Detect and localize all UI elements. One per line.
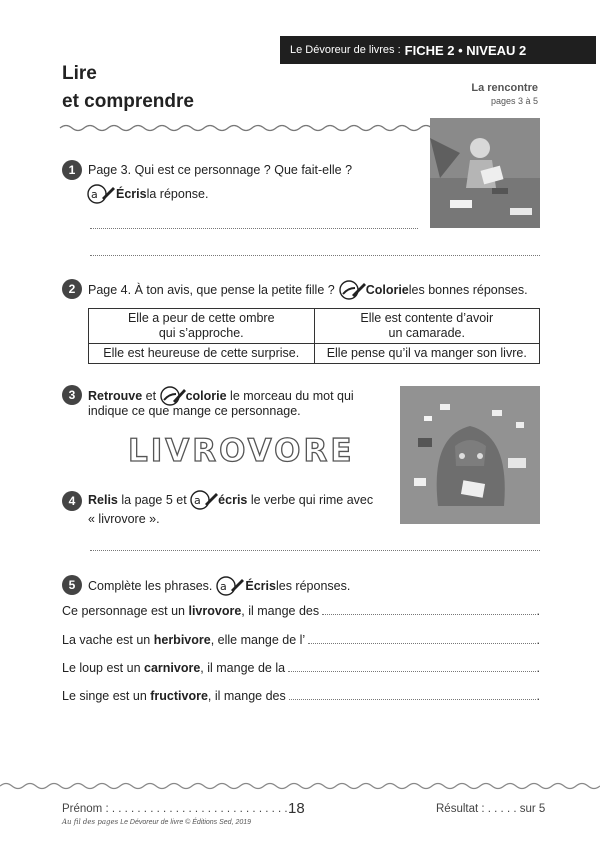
sentence-after: , elle mange de l’	[210, 633, 306, 647]
answer-cell[interactable]: Elle a peur de cette ombre qui s’approche.	[89, 309, 315, 344]
illustration-girl-reading	[430, 118, 540, 228]
sentence-after: , il mange de la	[200, 661, 286, 675]
question-5-text: Complète les phrases.	[88, 578, 213, 593]
title-line-2: et comprendre	[62, 91, 194, 112]
question-3-number: 3	[62, 385, 82, 405]
sentence-1-blank[interactable]	[322, 604, 535, 615]
prenom-field[interactable]: Prénom : . . . . . . . . . . . . . . . . . . . . . . . . . . . . .	[62, 803, 294, 815]
sentence-3: Le loup est un carnivore , il mange de la .	[62, 661, 540, 675]
resultat-field: Résultat : . . . . . sur 5	[436, 803, 546, 815]
story-title: La rencontre	[471, 82, 538, 94]
write-pencil-icon	[86, 184, 116, 204]
answer-line-1a[interactable]	[90, 228, 418, 229]
sentence-keyword: fructivore	[150, 689, 208, 703]
q1-instr-rest: la réponse.	[146, 186, 209, 201]
sentence-2-blank[interactable]	[308, 633, 535, 644]
sentence-before: Le singe est un	[62, 689, 151, 703]
q5-instr-rest: les réponses.	[275, 578, 351, 593]
page-number: 18	[288, 800, 305, 817]
fiche-level: FICHE 2 • NIVEAU 2	[404, 42, 527, 58]
sentence-3-blank[interactable]	[288, 661, 535, 672]
q4-bold-1: Relis	[88, 492, 118, 507]
answer-line-4[interactable]	[90, 550, 540, 551]
answer-cell[interactable]: Elle est heureuse de cette surprise.	[89, 344, 315, 364]
question-3-line-2: indique ce que mange ce personnage.	[88, 404, 301, 418]
story-pages: pages 3 à 5	[490, 96, 538, 106]
question-2-text-row	[88, 280, 528, 300]
series-name: Le Dévoreur de livres :	[290, 44, 401, 56]
q2-instr-rest: les bonnes réponses.	[408, 282, 528, 297]
question-4-line-2: « livrovore ».	[88, 512, 160, 526]
sentence-keyword: herbivore	[153, 633, 211, 647]
credit-rest: Le Dévoreur de livre © Éditions Sed, 2019	[120, 819, 252, 826]
credit-script: Au fil des pages	[62, 818, 119, 826]
sentence-before: Le loup est un	[62, 661, 145, 675]
write-pencil-icon	[215, 576, 245, 596]
answer-line-1b[interactable]	[90, 255, 540, 256]
q3-bold-2: colorie	[185, 388, 227, 403]
question-4-number: 4	[62, 491, 82, 511]
answers-table	[88, 308, 540, 364]
question-2-text: Page 4. À ton avis, que pense la petite fille ?	[88, 282, 335, 297]
question-1-number: 1	[62, 160, 82, 180]
answer-cell[interactable]: Elle pense qu’il va manger son livre.	[314, 344, 540, 364]
sentence-after: , il mange des	[207, 689, 286, 703]
sentence-1: Ce personnage est un livrovore , il mange des .	[62, 604, 540, 618]
credit-line	[62, 818, 251, 826]
livrovore-outline-word[interactable]: LIVROVORE	[128, 433, 355, 469]
title-line-1: Lire	[62, 63, 97, 84]
question-5-number: 5	[62, 575, 82, 595]
sentence-4-blank[interactable]	[289, 689, 536, 700]
q4-bold-2: écris	[218, 492, 248, 507]
q3-bold-1: Retrouve	[88, 388, 143, 403]
answer-cell[interactable]: Elle est contente d’avoir un camarade.	[314, 309, 540, 344]
wave-divider-bottom	[0, 780, 600, 792]
q5-instr-bold: Écris	[245, 578, 276, 593]
q3-mid: et	[142, 388, 160, 403]
page-title	[62, 60, 194, 116]
q3-rest: le morceau du mot qui	[226, 388, 354, 403]
svg-text:a: a	[91, 188, 98, 201]
question-5-text-row	[88, 576, 350, 596]
header-banner	[280, 36, 596, 64]
sentence-before: Ce personnage est un	[62, 604, 189, 618]
q4-rest: le verbe qui rime avec	[247, 492, 374, 507]
color-marker-icon	[338, 280, 366, 300]
q4-mid: la page 5 et	[117, 492, 191, 507]
q1-instr-bold: Écris	[116, 186, 147, 201]
sentence-keyword: carnivore	[144, 661, 201, 675]
illustration-monster-books	[400, 386, 540, 524]
svg-text:a: a	[194, 494, 201, 507]
sentence-2: La vache est un herbivore , elle mange de l’ .	[62, 633, 540, 647]
sentence-keyword: livrovore	[188, 604, 242, 618]
question-1-text: Page 3. Qui est ce personnage ? Que fait-elle ?	[88, 163, 353, 177]
svg-text:a: a	[220, 580, 228, 593]
write-pencil-icon	[190, 490, 218, 510]
sentence-before: La vache est un	[62, 633, 154, 647]
question-4-line-1	[88, 490, 373, 510]
sentence-4: Le singe est un fructivore , il mange des .	[62, 689, 540, 703]
question-1-instruction	[86, 184, 208, 204]
q2-instr-bold: Colorie	[365, 282, 409, 297]
question-2-number: 2	[62, 279, 82, 299]
sentence-after: , il mange des	[241, 604, 320, 618]
